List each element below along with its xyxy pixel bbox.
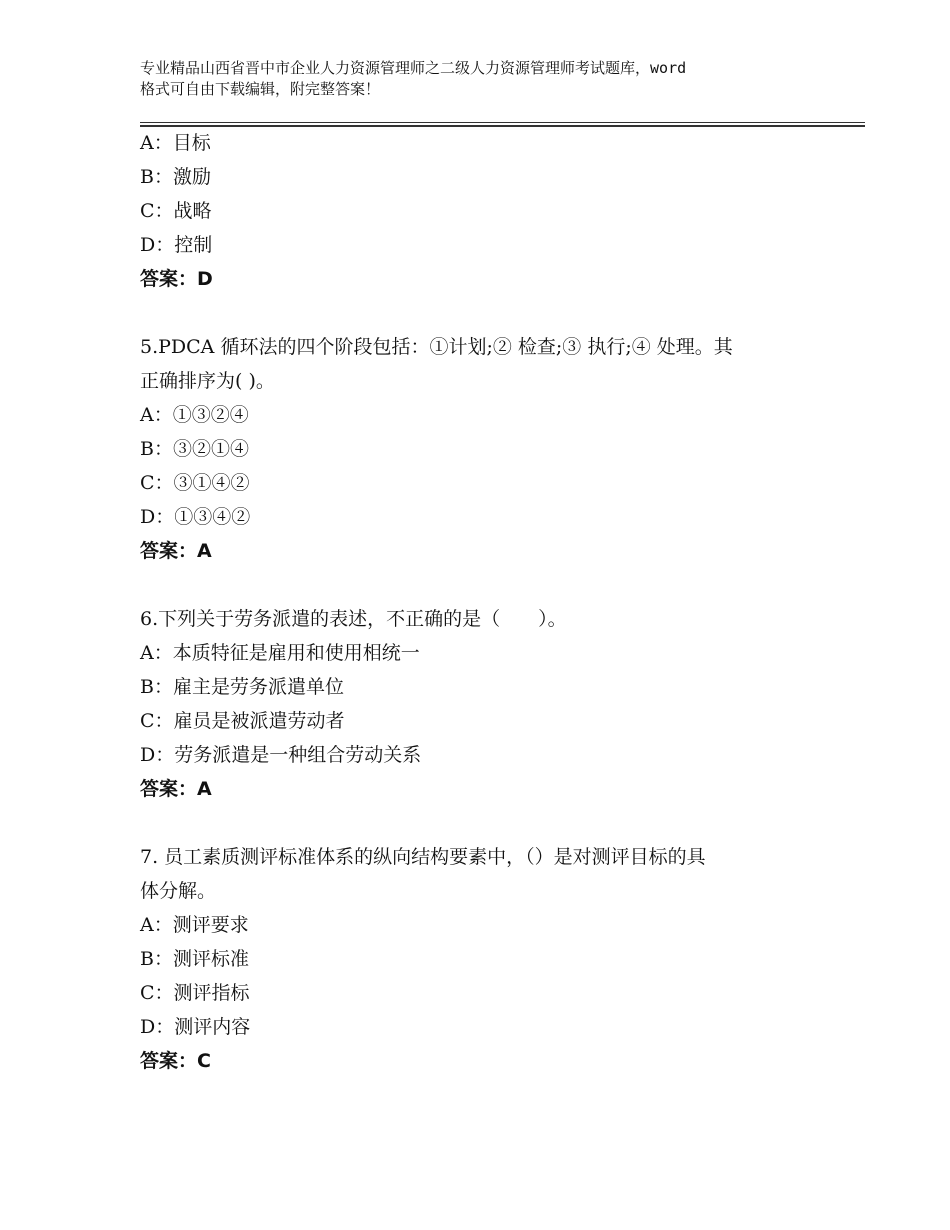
- option-b: B：激励: [140, 166, 211, 188]
- question-7: [140, 840, 840, 1078]
- header-divider-thin: [140, 122, 865, 123]
- option-b: B：测评标准: [140, 948, 249, 970]
- header-line-2: 格式可自由下载编辑，附完整答案！: [140, 80, 381, 98]
- option-d: D：测评内容: [140, 1016, 251, 1038]
- header-line-1: 专业精品山西省晋中市企业人力资源管理师之二级人力资源管理师考试题库，word: [140, 59, 687, 77]
- document-header: [140, 58, 840, 100]
- option-a: A：目标: [140, 132, 211, 154]
- question-stem-continued: 正确排序为( )。: [140, 370, 275, 392]
- question-6: [140, 602, 840, 806]
- option-a: A：①③②④: [140, 404, 249, 426]
- option-d: D：劳务派遣是一种组合劳动关系: [140, 744, 422, 766]
- question-list: [140, 126, 840, 1078]
- option-b: B：③②①④: [140, 438, 249, 460]
- option-c: C：战略: [140, 200, 212, 222]
- question-4: [140, 126, 840, 296]
- answer-line: 答案：A: [140, 540, 212, 562]
- option-c: C：③①④②: [140, 472, 250, 494]
- spacer: [140, 568, 840, 602]
- question-5: [140, 330, 840, 568]
- question-stem: 7. 员工素质测评标准体系的纵向结构要素中，（）是对测评目标的具: [140, 846, 706, 868]
- answer-line: 答案：A: [140, 778, 212, 800]
- question-stem: 5.PDCA 循环法的四个阶段包括：①计划;② 检查;③ 执行;④ 处理。其: [140, 336, 733, 358]
- option-c: C：测评指标: [140, 982, 250, 1004]
- option-b: B：雇主是劳务派遣单位: [140, 676, 344, 698]
- spacer: [140, 806, 840, 840]
- option-a: A：本质特征是雇用和使用相统一: [140, 642, 420, 664]
- option-c: C：雇员是被派遣劳动者: [140, 710, 345, 732]
- option-d: D：①③④②: [140, 506, 251, 528]
- question-stem: 6.下列关于劳务派遣的表述，不正确的是（ ）。: [140, 608, 567, 630]
- question-stem-continued: 体分解。: [140, 880, 217, 902]
- option-a: A：测评要求: [140, 914, 249, 936]
- answer-line: 答案：D: [140, 268, 213, 290]
- answer-line: 答案：C: [140, 1050, 211, 1072]
- spacer: [140, 296, 840, 330]
- option-d: D：控制: [140, 234, 213, 256]
